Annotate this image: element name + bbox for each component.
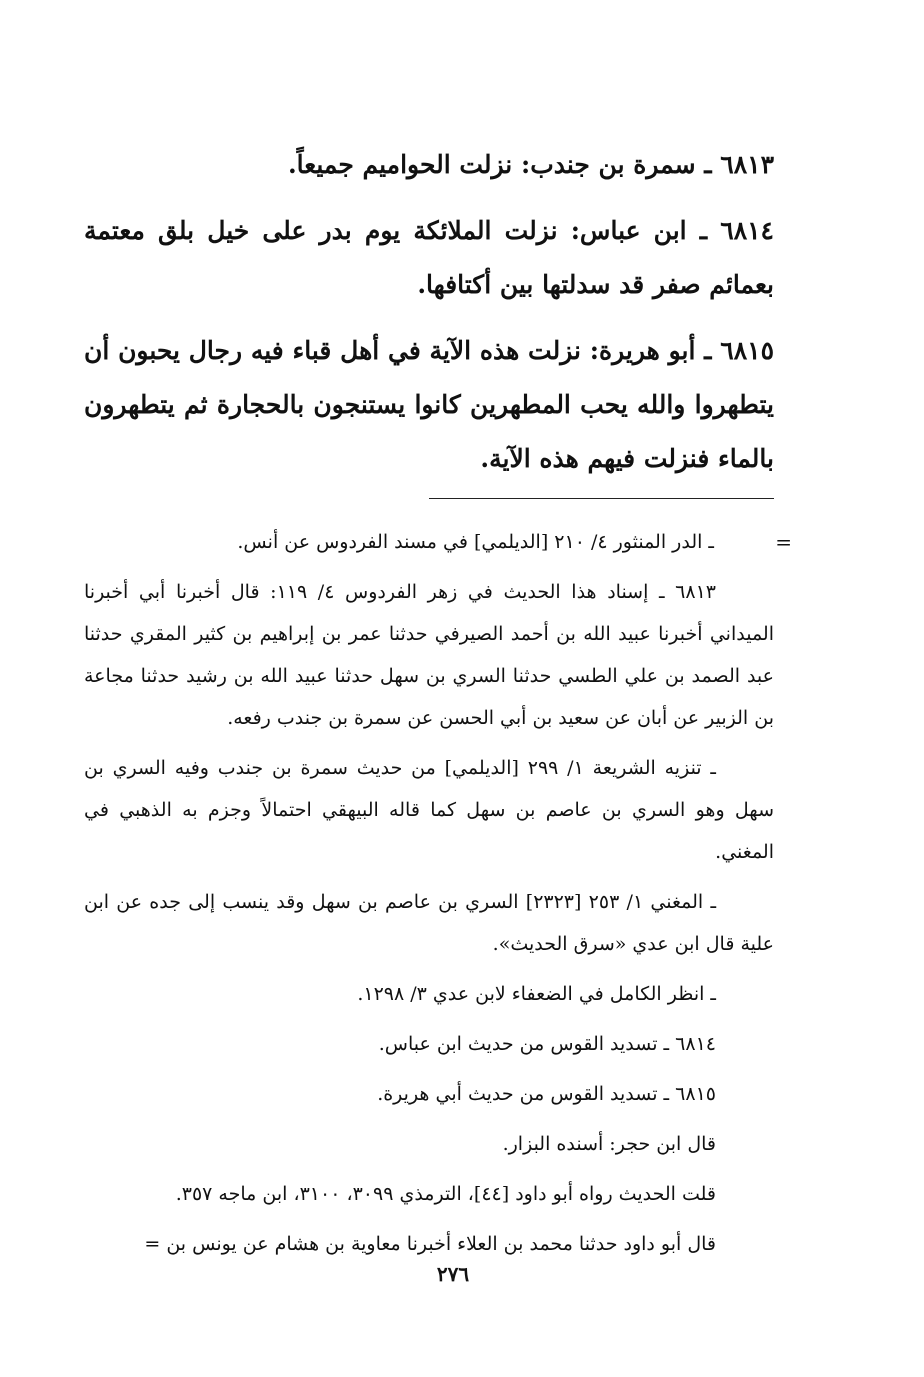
footnote <box>84 1173 774 1215</box>
footnote-text: قال أبو داود حدثنا محمد بن العلاء أخبرنا معاوية بن هشام عن يونس بن = <box>144 1233 716 1255</box>
footnote-text: ـ انظر الكامل في الضعفاء لابن عدي ٣/ ١٢٩٨. <box>357 983 716 1005</box>
continuation-mark: = <box>775 530 792 554</box>
entry-6813 <box>84 138 774 192</box>
entry-lead: ٦٨١٣ ـ سمرة بن جندب: <box>520 150 774 179</box>
footnotes <box>84 521 792 1265</box>
entry-text: نزلت الحواميم جميعاً. <box>287 150 521 179</box>
footnote <box>84 973 774 1015</box>
footnote <box>84 1073 774 1115</box>
entry-text: نزلت هذه الآية في أهل قباء فيه رجال يحبون أن يتطهروا والله يحب المطهرين كانوا يستنجون بالحجارة ثم يتطهرون بالماء فنزلت فيهم هذه الآية. <box>84 336 774 473</box>
footnote <box>84 747 774 873</box>
entry-lead: ٦٨١٤ ـ ابن عباس: <box>570 216 774 245</box>
entry-lead: ٦٨١٥ ـ أبو هريرة: <box>589 336 774 365</box>
footnote <box>84 1123 774 1165</box>
footnote-text: ـ الدر المنثور ٤/ ٢١٠ [الديلمي] في مسند الفردوس عن أنس. <box>237 531 714 553</box>
footnote <box>84 1223 774 1265</box>
main-text <box>84 138 774 486</box>
footnote-text: ٦٨١٣ ـ إسناد هذا الحديث في زهر الفردوس ٤/ ١١٩: قال أخبرنا أبي أخبرنا الميداني أخبرنا عبيد الله بن أحمد الصيرفي حدثنا عمر بن إبراهيم بن كثير المقري حدثنا عبد الصمد بن علي الطسي حدثنا السري بن سهل حدثنا عبيد الله بن رشيد حدثنا مجاعة بن الزبير عن أبان عن سعيد بن أبي الحسن عن سمرة بن جندب رفعه. <box>84 581 774 729</box>
footnote-text: ـ تنزيه الشريعة ١/ ٢٩٩ [الديلمي] من حديث سمرة بن جندب وفيه السري بن سهل وهو السري بن عاصم بن سهل كما قاله البيهقي احتمالاً وجزم به الذهبي في المغني. <box>84 757 774 863</box>
page-body <box>84 138 792 1273</box>
footnote-text: ٦٨١٥ ـ تسديد القوس من حديث أبي هريرة. <box>377 1083 716 1105</box>
page-number: ٢٧٦ <box>436 1262 470 1286</box>
footnote-text: قلت الحديث رواه أبو داود [٤٤]، الترمذي ٣٠٩٩، ٣١٠٠، ابن ماجه ٣٥٧. <box>175 1183 716 1205</box>
entry-6815 <box>84 324 774 486</box>
footnote-text: ٦٨١٤ ـ تسديد القوس من حديث ابن عباس. <box>378 1033 716 1055</box>
footnote <box>84 881 774 965</box>
footnote-text: ـ المغني ١/ ٢٥٣ [٢٣٢٣] السري بن عاصم بن سهل وقد ينسب إلى جده عن ابن علية قال ابن عدي «سرق الحديث». <box>84 891 774 955</box>
footnote <box>84 1023 774 1065</box>
entry-6814 <box>84 204 774 312</box>
entry-text: نزلت الملائكة يوم بدر على خيل بلق معتمة بعمائم صفر قد سدلتها بين أكتافها. <box>84 216 774 299</box>
footnote-text: قال ابن حجر: أسنده البزار. <box>502 1133 716 1155</box>
footnote-divider <box>429 498 774 499</box>
footnote <box>84 521 792 563</box>
footnote <box>84 571 774 739</box>
